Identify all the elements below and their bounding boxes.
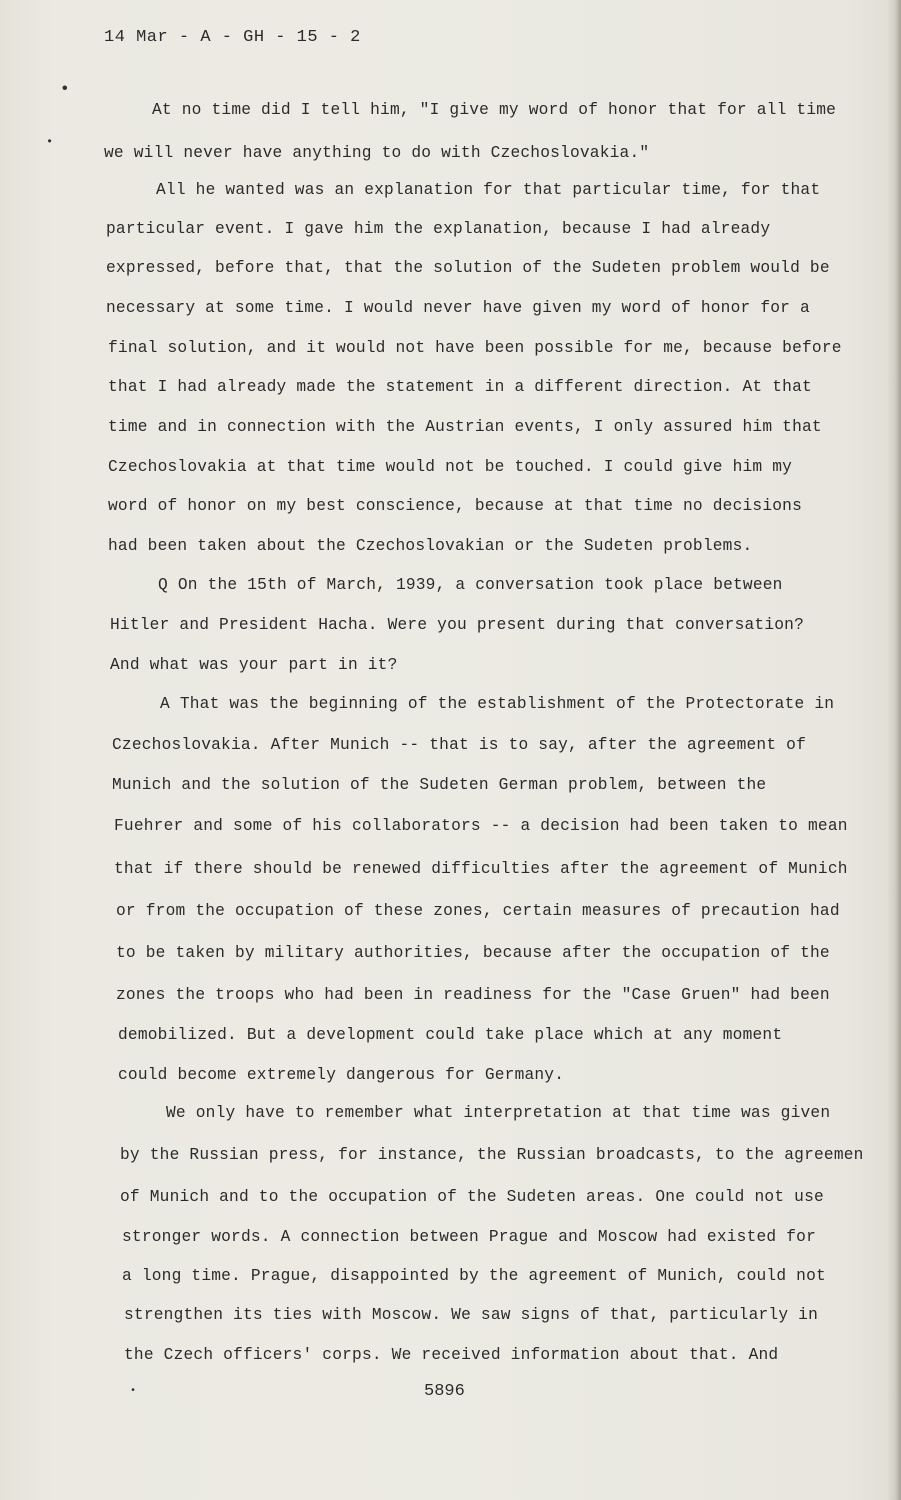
margin-dot: •	[130, 1386, 137, 1397]
document-header: 14 Mar - A - GH - 15 - 2	[104, 28, 361, 47]
text-line: At no time did I tell him, "I give my word of honor that for all time	[152, 101, 837, 119]
text-line: Fuehrer and some of his collaborators -- a decision had been taken to mean	[114, 817, 848, 835]
text-line: stronger words. A connection between Prague and Moscow had existed for	[122, 1228, 816, 1246]
text-line: All he wanted was an explanation for that particular time, for that	[156, 181, 821, 199]
text-line: Hitler and President Hacha. Were you present during that conversation?	[110, 616, 804, 634]
text-line: particular event. I gave him the explanation, because I had already	[106, 220, 771, 238]
text-line: that I had already made the statement in a different direction. At that	[108, 378, 812, 396]
text-line: necessary at some time. I would never have given my word of honor for a	[106, 299, 810, 317]
text-line: a long time. Prague, disappointed by the agreement of Munich, could not	[122, 1267, 826, 1285]
margin-mark: •	[46, 135, 54, 149]
text-line: of Munich and to the occupation of the Sudeten areas. One could not use	[120, 1188, 824, 1206]
text-line: demobilized. But a development could take place which at any moment	[118, 1026, 783, 1044]
text-line: zones the troops who had been in readiness for the "Case Gruen" had been	[116, 986, 830, 1004]
text-line: could become extremely dangerous for Germany.	[118, 1066, 565, 1084]
text-line: final solution, and it would not have been possible for me, because before	[108, 339, 842, 357]
text-line: Q On the 15th of March, 1939, a conversation took place between	[158, 576, 783, 594]
text-line: A That was the beginning of the establishment of the Protectorate in	[160, 695, 835, 713]
text-line: Munich and the solution of the Sudeten German problem, between the	[112, 776, 767, 794]
text-line: time and in connection with the Austrian events, I only assured him that	[108, 418, 822, 436]
text-line: We only have to remember what interpretation at that time was given	[166, 1104, 831, 1122]
text-line: that if there should be renewed difficulties after the agreement of Munich	[114, 860, 848, 878]
page-edge-shadow	[887, 0, 901, 1500]
text-line: expressed, before that, that the solution of the Sudeten problem would be	[106, 259, 830, 277]
text-line: we will never have anything to do with Czechoslovakia."	[104, 144, 650, 162]
text-line: And what was your part in it?	[110, 656, 398, 674]
text-line: Czechoslovakia at that time would not be touched. I could give him my	[108, 458, 793, 476]
text-line: had been taken about the Czechoslovakian or the Sudeten problems.	[108, 537, 753, 555]
text-line: the Czech officers' corps. We received information about that. And	[124, 1346, 779, 1364]
text-line: to be taken by military authorities, because after the occupation of the	[116, 944, 830, 962]
text-line: Czechoslovakia. After Munich -- that is to say, after the agreement of	[112, 736, 806, 754]
margin-mark: •	[60, 80, 70, 98]
text-line: strengthen its ties with Moscow. We saw signs of that, particularly in	[124, 1306, 818, 1324]
text-line: word of honor on my best conscience, because at that time no decisions	[108, 497, 802, 515]
text-line: or from the occupation of these zones, certain measures of precaution had	[116, 902, 840, 920]
text-line: by the Russian press, for instance, the Russian broadcasts, to the agreemen	[120, 1146, 864, 1164]
page-number: 5896	[424, 1382, 465, 1401]
